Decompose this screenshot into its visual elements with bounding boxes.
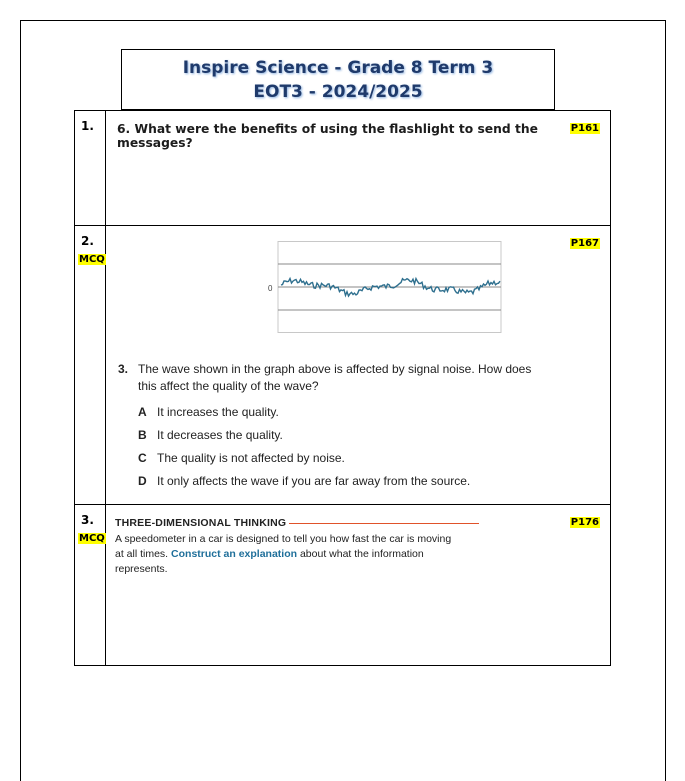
question-content-cell — [106, 226, 611, 505]
signal-noise-wave-graph — [265, 241, 515, 336]
question-number-cell — [75, 111, 106, 226]
question-content-cell — [106, 111, 611, 226]
option-text: It only affects the wave if you are far away from the source. — [157, 474, 471, 488]
body-line-2-end: about what the information — [299, 548, 424, 560]
body-line-2 — [115, 547, 495, 562]
option-c[interactable] — [138, 450, 470, 473]
option-letter: D — [138, 474, 147, 488]
questions-table — [74, 110, 611, 666]
highlighted-instruction: Construct an explanation — [171, 548, 298, 560]
page-reference: P161 — [570, 123, 599, 134]
question-number: 1. — [81, 119, 94, 133]
zero-axis-label: 0 — [268, 284, 273, 293]
section-heading — [115, 517, 479, 529]
question-number: 3. — [81, 513, 94, 527]
question-content-cell — [106, 505, 611, 666]
stem-line-2: this affect the quality of the wave? — [138, 379, 319, 393]
question-stem — [118, 361, 558, 395]
section-heading-text: THREE-DIMENSIONAL THINKING — [115, 517, 287, 529]
question-number: 2. — [81, 234, 94, 248]
page-reference: P176 — [570, 517, 599, 528]
question-row-2 — [75, 226, 611, 505]
body-line-3: represents. — [115, 563, 168, 575]
question-row-3 — [75, 505, 611, 666]
title-line-1: Inspire Science - Grade 8 Term 3 — [182, 58, 494, 78]
question-body — [115, 532, 495, 577]
heading-rule — [289, 523, 479, 524]
title-box — [121, 49, 555, 110]
stem-line-1: The wave shown in the graph above is affected by signal noise. How does — [138, 362, 532, 376]
body-line-2-start: at all times. — [115, 548, 169, 560]
option-letter: C — [138, 451, 147, 465]
option-b[interactable] — [138, 427, 470, 450]
body-line-1: A speedometer in a car is designed to tell you how fast the car is moving — [115, 533, 452, 545]
question-number-cell — [75, 505, 106, 666]
option-text: It increases the quality. — [157, 405, 279, 419]
option-d[interactable] — [138, 473, 470, 496]
answer-options — [138, 404, 470, 496]
mcq-badge: MCQ — [79, 254, 105, 265]
stem-number: 3. — [118, 362, 129, 376]
option-text: The quality is not affected by noise. — [157, 451, 345, 465]
option-letter: A — [138, 405, 147, 419]
option-text: It decreases the quality. — [157, 428, 283, 442]
question-text: 6. What were the benefits of using the flashlight to send the messages? — [117, 122, 538, 150]
title-line-2: EOT3 - 2024/2025 — [253, 82, 423, 102]
option-a[interactable] — [138, 404, 470, 427]
option-letter: B — [138, 428, 147, 442]
mcq-badge: MCQ — [79, 533, 105, 544]
page-reference: P167 — [570, 238, 599, 249]
question-number-cell — [75, 226, 106, 505]
question-row-1 — [75, 111, 611, 226]
